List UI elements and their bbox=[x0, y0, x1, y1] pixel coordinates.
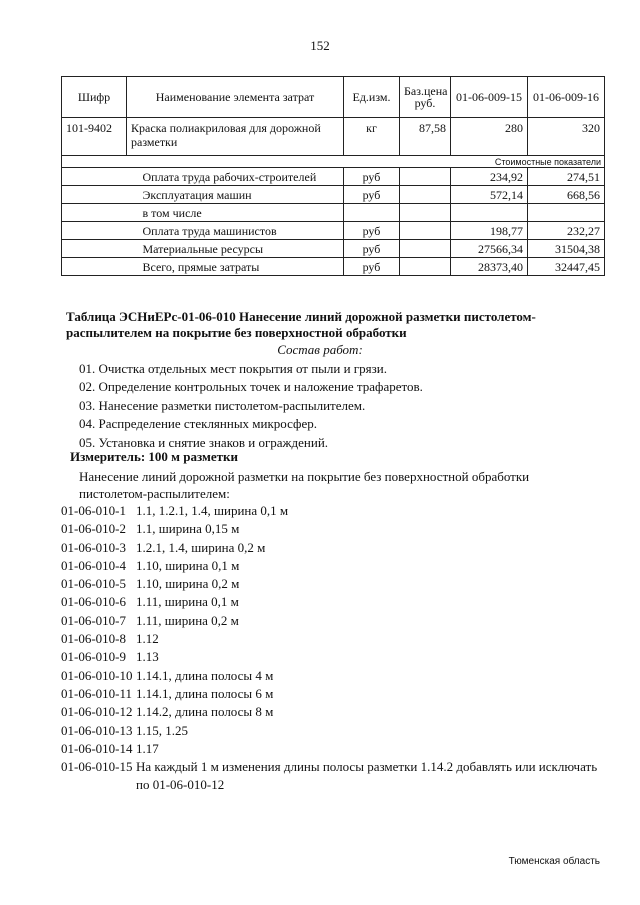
code-number: 01-06-010-9 bbox=[61, 649, 126, 665]
row-name: Оплата труда рабочих-строителей bbox=[127, 168, 344, 186]
row-unit: руб bbox=[344, 240, 400, 258]
description: Нанесение линий дорожной разметки на покрытие без поверхностной обработки пистолетом-распылителем: bbox=[79, 469, 530, 501]
resource-name: Краска полиакриловая для дорожной разметки bbox=[127, 118, 344, 156]
work-item: 02. Определение контрольных точек и наложение трафаретов. bbox=[79, 379, 423, 395]
row-name: Материальные ресурсы bbox=[127, 240, 344, 258]
list-item bbox=[61, 593, 597, 611]
code-description: На каждый 1 м изменения длины полосы разметки 1.14.2 добавлять или исключать bbox=[136, 759, 598, 775]
code-description: 1.2.1, 1.4, ширина 0,2 м bbox=[136, 539, 266, 555]
row-blank-price bbox=[400, 258, 451, 276]
region-footer: Тюменская область bbox=[508, 856, 600, 867]
code-number: 01-06-010-4 bbox=[61, 557, 126, 573]
list-item bbox=[61, 667, 597, 685]
table-row bbox=[62, 240, 605, 258]
row-blank bbox=[62, 186, 127, 204]
codes-list bbox=[61, 502, 597, 794]
code-description: 1.14.2, длина полосы 8 м bbox=[136, 704, 274, 720]
row-name: Эксплуатация машин bbox=[127, 186, 344, 204]
resource-price: 87,58 bbox=[400, 118, 451, 156]
row-blank bbox=[62, 222, 127, 240]
row-v1: 28373,40 bbox=[451, 258, 528, 276]
work-item: 05. Установка и снятие знаков и ограждений. bbox=[79, 434, 329, 450]
list-item bbox=[61, 557, 597, 575]
code-description: 1.14.1, длина полосы 4 м bbox=[136, 667, 274, 683]
row-name: Всего, прямые затраты bbox=[127, 258, 344, 276]
code-number: 01-06-010-7 bbox=[61, 612, 126, 628]
table-row bbox=[62, 258, 605, 276]
table-row bbox=[62, 168, 605, 186]
summary-rows bbox=[62, 168, 605, 276]
code-number: 01-06-010-8 bbox=[61, 631, 126, 647]
row-unit: руб bbox=[344, 222, 400, 240]
header-code: Шифр bbox=[62, 77, 127, 118]
list-item bbox=[61, 685, 597, 703]
code-number: 01-06-010-6 bbox=[61, 594, 126, 610]
work-composition-title: Состав работ: bbox=[277, 342, 363, 357]
cost-indicators-label: Стоимостные показатели bbox=[62, 156, 605, 168]
row-blank bbox=[62, 204, 127, 222]
row-blank bbox=[62, 168, 127, 186]
list-item bbox=[61, 703, 597, 721]
header-col2: 01-06-009-16 bbox=[528, 77, 605, 118]
list-item bbox=[61, 612, 597, 630]
code-description: 1.1, 1.2.1, 1.4, ширина 0,1 м bbox=[136, 503, 289, 518]
code-description-continuation: по 01-06-010-12 bbox=[136, 777, 225, 793]
list-item bbox=[61, 539, 597, 557]
code-number: 01-06-010-12 bbox=[61, 704, 133, 720]
row-v2 bbox=[528, 204, 605, 222]
list-item bbox=[61, 648, 597, 666]
resource-code: 101-9402 bbox=[62, 118, 127, 156]
cost-table bbox=[61, 76, 605, 276]
row-v2: 32447,45 bbox=[528, 258, 605, 276]
section-title: Таблица ЭСНиЕРс-01-06-010 Нанесение линий дорожной разметки пистолетом-распылителем на покрытие без поверхностной обработки bbox=[66, 309, 536, 340]
list-item bbox=[61, 758, 597, 776]
table-header-row bbox=[62, 77, 605, 118]
row-unit: руб bbox=[344, 186, 400, 204]
page-number: 152 bbox=[310, 38, 330, 53]
row-unit bbox=[344, 204, 400, 222]
code-description: 1.14.1, длина полосы 6 м bbox=[136, 685, 274, 701]
list-item bbox=[61, 575, 597, 593]
row-v2: 274,51 bbox=[528, 168, 605, 186]
table-row bbox=[62, 186, 605, 204]
code-description: 1.1, ширина 0,15 м bbox=[136, 521, 240, 537]
header-price bbox=[400, 77, 451, 118]
code-description: 1.17 bbox=[136, 740, 159, 756]
list-item bbox=[61, 630, 597, 648]
row-v2: 31504,38 bbox=[528, 240, 605, 258]
row-v1: 234,92 bbox=[451, 168, 528, 186]
code-number: 01-06-010-15 bbox=[61, 759, 133, 775]
code-description: 1.10, ширина 0,1 м bbox=[136, 557, 240, 573]
code-number: 01-06-010-5 bbox=[61, 576, 126, 592]
list-item bbox=[61, 740, 597, 758]
work-item: 03. Нанесение разметки пистолетом-распылителем. bbox=[79, 397, 366, 413]
code-description: 1.11, ширина 0,1 м bbox=[136, 594, 239, 610]
resource-v1: 280 bbox=[451, 118, 528, 156]
code-number: 01-06-010-2 bbox=[61, 521, 126, 537]
work-item: 01. Очистка отдельных мест покрытия от пыли и грязи. bbox=[79, 361, 387, 376]
header-col1: 01-06-009-15 bbox=[451, 77, 528, 118]
code-number: 01-06-010-3 bbox=[61, 539, 126, 555]
row-v2: 232,27 bbox=[528, 222, 605, 240]
row-v1: 198,77 bbox=[451, 222, 528, 240]
row-blank-price bbox=[400, 186, 451, 204]
row-blank-price bbox=[400, 222, 451, 240]
row-blank bbox=[62, 240, 127, 258]
row-v1: 27566,34 bbox=[451, 240, 528, 258]
list-item bbox=[61, 520, 597, 538]
code-number: 01-06-010-14 bbox=[61, 740, 133, 756]
code-description: 1.13 bbox=[136, 649, 159, 665]
code-number: 01-06-010-13 bbox=[61, 722, 133, 738]
table-row bbox=[62, 204, 605, 222]
code-number: 01-06-010-11 bbox=[61, 685, 133, 701]
code-description: 1.11, ширина 0,2 м bbox=[136, 612, 239, 628]
row-blank-price bbox=[400, 204, 451, 222]
table-row bbox=[62, 222, 605, 240]
row-name: Оплата труда машинистов bbox=[127, 222, 344, 240]
work-item: 04. Распределение стеклянных микросфер. bbox=[79, 416, 317, 432]
code-description: 1.10, ширина 0,2 м bbox=[136, 576, 240, 592]
resource-v2: 320 bbox=[528, 118, 605, 156]
header-unit: Ед.изм. bbox=[344, 77, 400, 118]
code-description: 1.12 bbox=[136, 631, 159, 647]
code-description: 1.15, 1.25 bbox=[136, 722, 188, 738]
row-name: в том числе bbox=[127, 204, 344, 222]
code-number: 01-06-010-1 bbox=[61, 503, 126, 518]
row-unit: руб bbox=[344, 258, 400, 276]
row-blank-price bbox=[400, 168, 451, 186]
code-number: 01-06-010-10 bbox=[61, 667, 133, 683]
row-unit: руб bbox=[344, 168, 400, 186]
row-blank bbox=[62, 258, 127, 276]
table-row-resource bbox=[62, 118, 605, 156]
resource-unit: кг bbox=[344, 118, 400, 156]
row-v1: 572,14 bbox=[451, 186, 528, 204]
cost-indicators-row bbox=[62, 156, 605, 168]
header-price-line1: Баз.цена bbox=[404, 84, 448, 98]
list-item bbox=[61, 722, 597, 740]
row-v2: 668,56 bbox=[528, 186, 605, 204]
row-blank-price bbox=[400, 240, 451, 258]
row-v1 bbox=[451, 204, 528, 222]
list-item bbox=[61, 502, 597, 520]
measurement-unit: Измеритель: 100 м разметки bbox=[70, 449, 239, 464]
works-list bbox=[79, 360, 423, 452]
header-price-line2: руб. bbox=[414, 96, 436, 110]
header-name: Наименование элемента затрат bbox=[127, 77, 344, 118]
